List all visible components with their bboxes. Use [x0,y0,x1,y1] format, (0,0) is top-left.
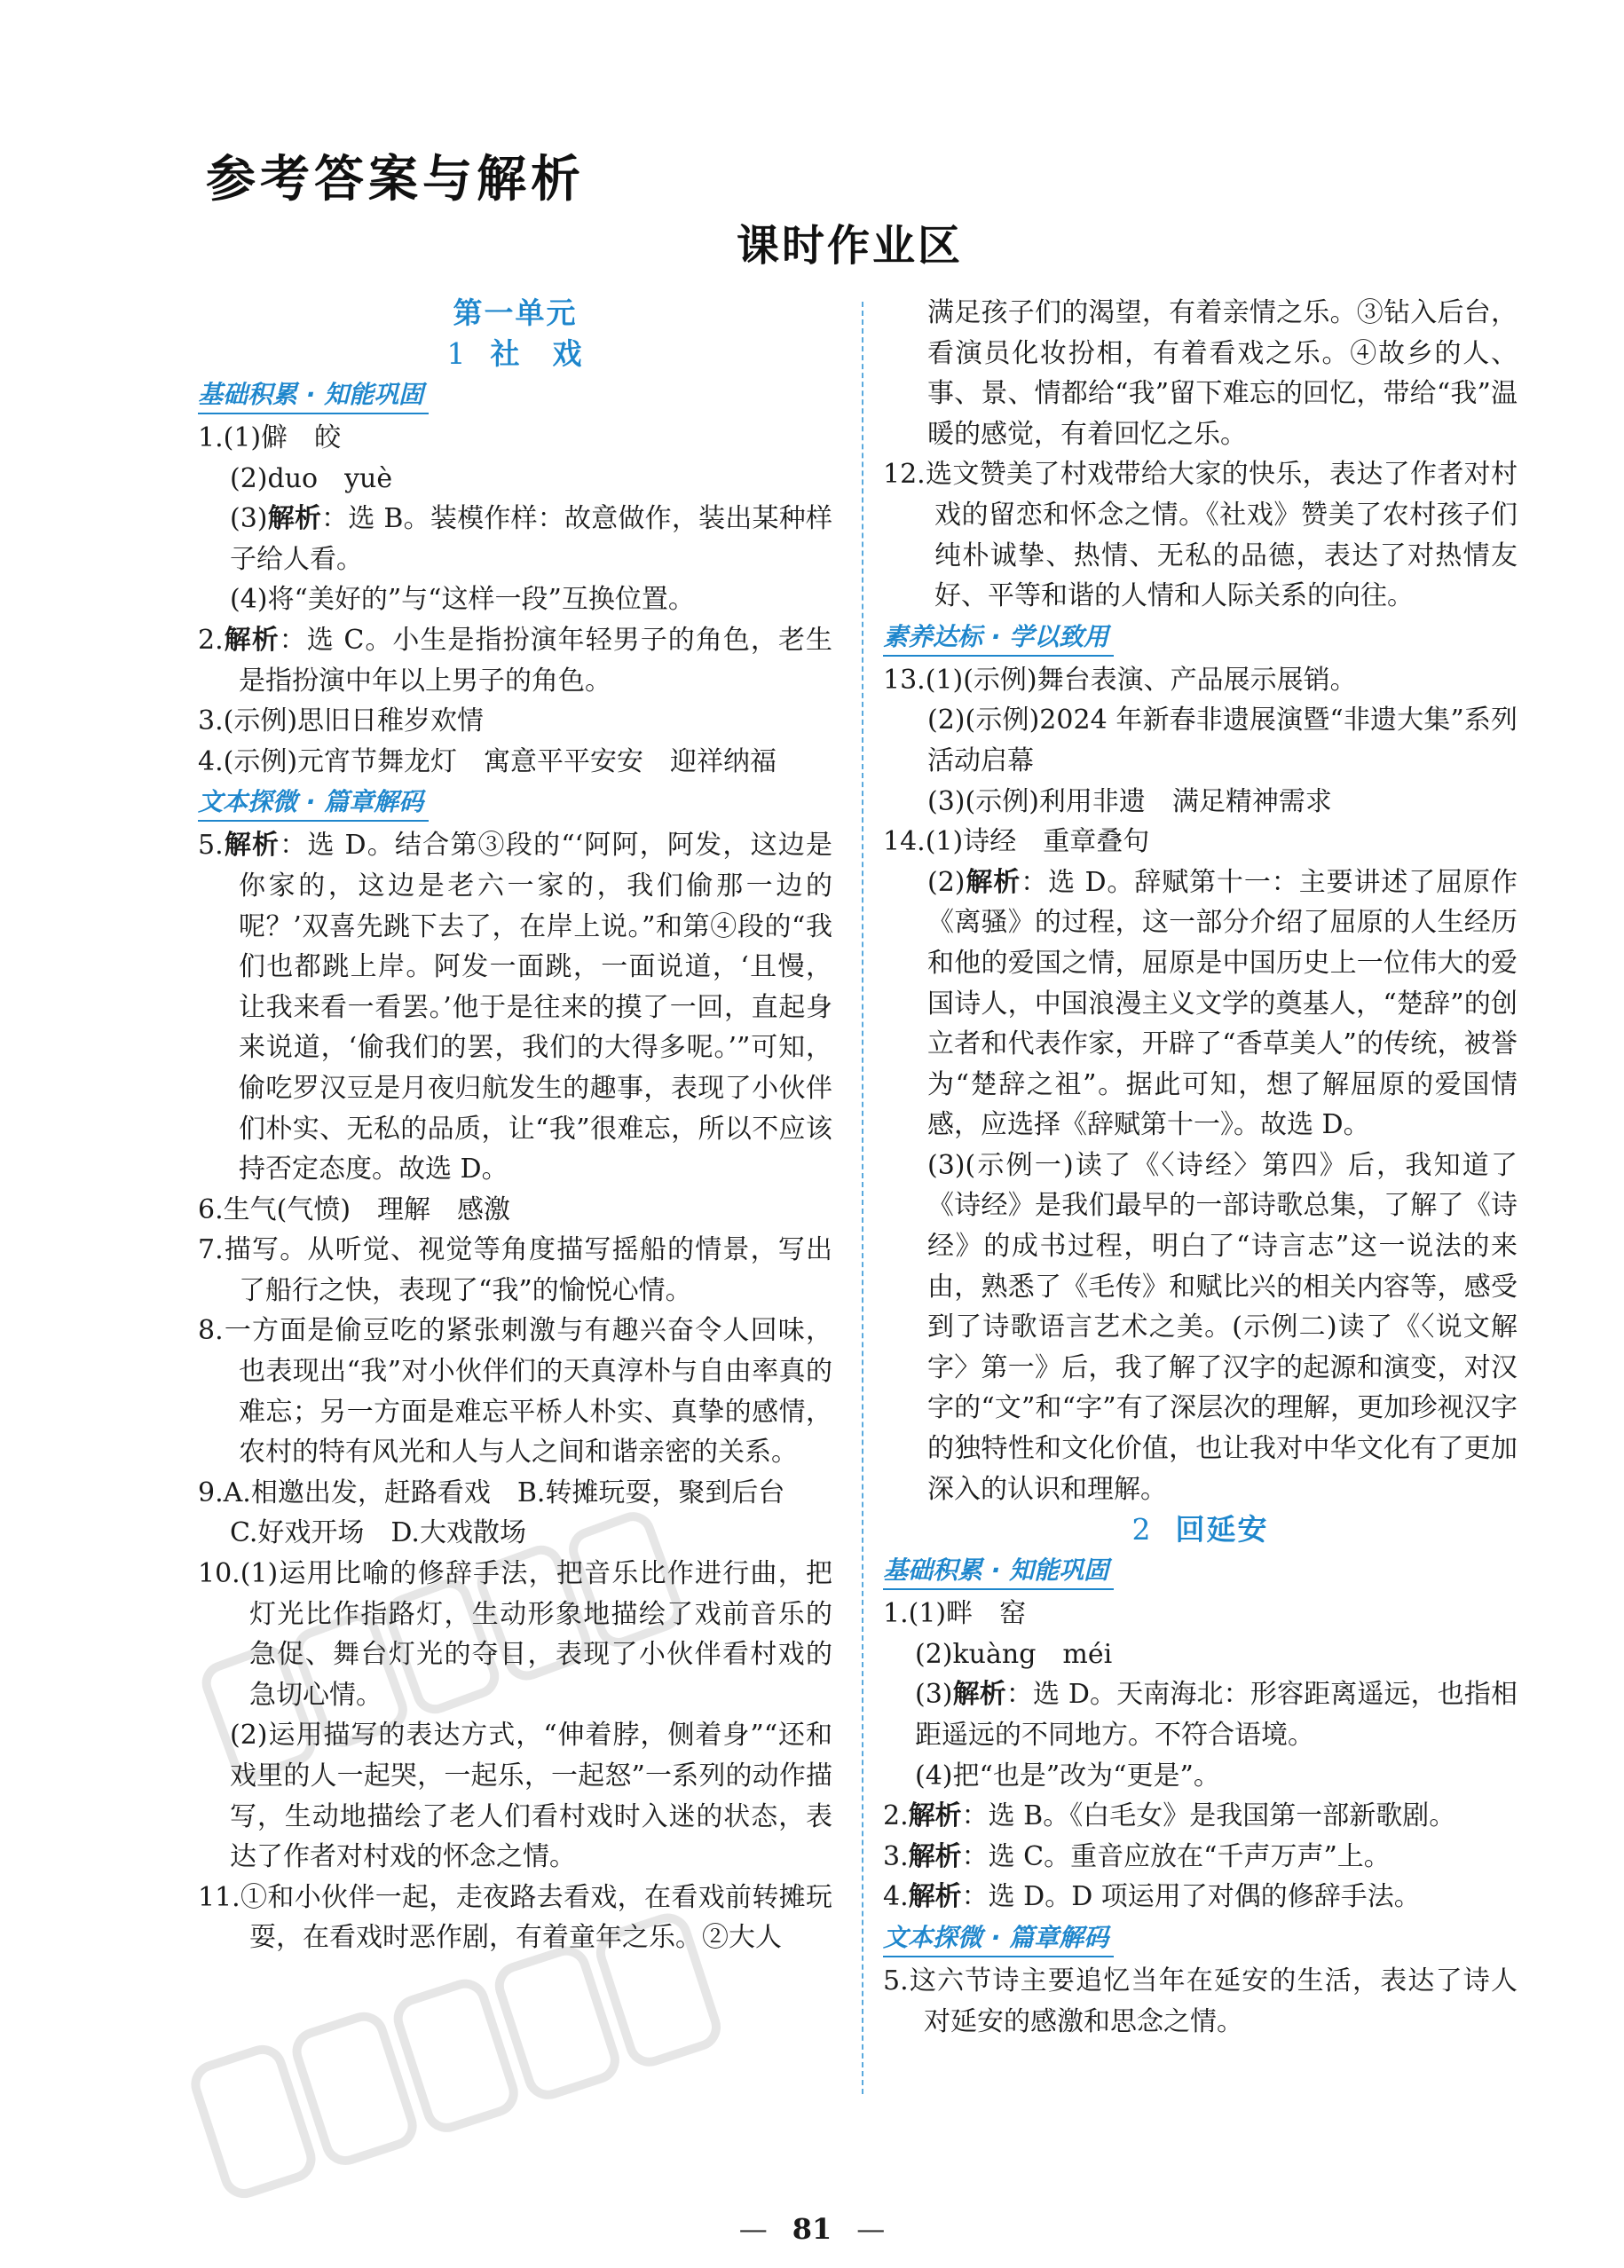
unit-heading: 第一单元 [453,295,578,330]
answer-subitem: (4)把“也是”改为“更是”。 [915,1760,1220,1792]
answer-item: 5.解析：选 D。结合第③段的“‘阿阿，阿发，这边是你家的，这边是老六一家的，我们偷那一边的呢？’双喜先跳下去了，在岸上说。”和第④段的“我们也都跳上岸。阿发一面跳，一面说道，‘且慢，让我来看一看罢。’他于是往来的摸了一回，直起身来说道，‘偷我们的罢，我们的大得多呢。’”可知，偷吃罗汉豆是月夜归航发生的趣事，表现了小伙伴们朴实、无私的品质，让“我”很难忘，所以不应该持否定态度。故选 D。 [198,830,832,1185]
answer-item: 6.生气(气愤) 理解 感激 [198,1193,511,1225]
analysis-tag: 解析 [908,1800,962,1832]
answer-item: 10.(1)运用比喻的修辞手法，把音乐比作进行曲，把灯光比作指路灯，生动形象地描绘了戏前音乐的急促、舞台灯光的夺目，表现了小伙伴看村戏的急切心情。 [198,1558,832,1711]
answer-item: 2.解析：选 C。小生是指扮演年轻男子的角色，老生是指扮演中年以上男子的角色。 [198,624,833,697]
answer-item: 8.一方面是偷豆吃的紧张刺激与有趣兴奋令人回味，也表现出“我”对小伙伴们的天真淳朴与自由率真的难忘；另一方面是难忘平桥人朴实、真挚的感情，农村的特有风光和人与人之间和谐亲密的关系。 [198,1315,832,1469]
answer-subitem: (4)将“美好的”与“这样一段”互换位置。 [230,584,695,616]
answer-subitem: (2)duo yuè [230,462,393,494]
analysis-tag: 解析 [267,503,322,535]
right-column [883,293,1518,2042]
analysis-tag: 解析 [908,1881,962,1913]
answer-item: 1.(1)僻 皎 [198,422,342,453]
lesson-number: 1 [446,336,468,371]
answer-item: 3.解析：选 C。重音应放在“千声万声”上。 [883,1840,1391,1872]
answer-item: 14.(1)诗经 重章叠句 [883,826,1150,858]
lesson-title: 社 戏 [490,336,584,371]
answer-subitem: (2)kuàng méi [915,1638,1113,1670]
answer-item: 2.解析：选 B。《白毛女》是我国第一部新歌剧。 [883,1800,1456,1832]
answer-item: 3.(示例)思旧日稚岁欢情 [198,705,485,737]
analysis-tag: 解析 [223,624,280,656]
analysis-tag: 解析 [908,1840,962,1872]
answer-item: 13.(1)(示例)舞台表演、产品展示展销。 [883,664,1357,696]
answer-subitem: (3)(示例)利用非遗 满足精神需求 [927,785,1332,817]
answer-subitem: (3)解析：选 B。装模作样：故意做作，装出某种样子给人看。 [230,503,832,575]
section-label: 基础积累 · 知能巩固 [198,377,429,414]
page-title: 参考答案与解析 [206,151,585,209]
lesson-heading [198,334,832,374]
answer-subitem: (3)(示例一)读了《〈诗经〉第四》后，我知道了《诗经》是我们最早的一部诗歌总集，了解了《诗经》的成书过程，明白了“诗言志”这一说法的来由，熟悉了《毛传》和赋比兴的相关内容等，感受到了诗歌语言艺术之美。(示例二)读了《〈说文解字〉第一》后，我了解了汉字的起源和演变，对汉字的“文”和“字”有了深层次的理解，更加珍视汉字的独特性和文化价值，也让我对中华文化有了更加深入的认识和理解。 [927,1149,1518,1505]
answer-subitem: (2)解析：选 D。辞赋第十一：主要讲述了屈原作《离骚》的过程，这一部分介绍了屈原的人生经历和他的爱国之情，屈原是中国历史上一位伟大的爱国诗人，中国浪漫主义文学的奠基人，“楚辞”的创立者和代表作家，开辟了“香草美人”的传统，被誉为“楚辞之祖”。据此可知，想了解屈原的爱国情感，应选择《辞赋第十一》。故选 D。 [927,866,1518,1141]
lesson-title: 回延安 [1175,1512,1269,1547]
answer-subitem: C.好戏开场 D.大戏散场 [230,1517,526,1549]
section-title: 课时作业区 [737,221,964,271]
analysis-tag: 解析 [965,866,1021,898]
answer-item: 5.这六节诗主要追忆当年在延安的生活，表达了诗人对延安的感激和思念之情。 [883,1965,1518,2037]
analysis-tag: 解析 [952,1679,1006,1711]
column-divider [862,302,863,2094]
analysis-tag: 解析 [223,830,280,862]
answer-continued: 满足孩子们的渴望，有着亲情之乐。③钻入后台，看演员化妆扮相，有着看戏之乐。④故乡的人、事、景、情都给“我”留下难忘的回忆，带给“我”温暖的感觉，有着回忆之乐。 [927,297,1518,450]
section-label: 文本探微 · 篇章解码 [198,784,429,822]
answer-item: 4.解析：选 D。D 项运用了对偶的修辞手法。 [883,1881,1421,1913]
page-number: — 81 — [738,2212,886,2246]
answer-subitem: (2)(示例)2024 年新春非遗展演暨“非遗大集”系列活动启幕 [927,705,1518,776]
answer-item: 1.(1)畔 窑 [883,1598,1027,1630]
answer-item: 12.选文赞美了村戏带给大家的快乐，表达了作者对村戏的留恋和怀念之情。《社戏》赞美了农村孩子们纯朴诚挚、热情、无私的品德，表达了对热情友好、平等和谐的人情和人际关系的向往。 [883,459,1518,612]
section-label: 素养达标 · 学以致用 [883,619,1114,657]
lesson-number: 2 [1131,1512,1153,1547]
lesson-heading [883,1509,1518,1550]
answer-subitem: (2)运用描写的表达方式，“伸着脖，侧着身”“还和戏里的人一起哭，一起乐，一起怒”一系列的动作描写，生动地描绘了老人们看村戏时入迷的状态，表达了作者对村戏的怀念之情。 [230,1720,832,1873]
answer-item: 11.①和小伙伴一起，走夜路去看戏，在看戏前转摊玩耍，在看戏时恶作剧，有着童年之乐。②大人 [198,1881,832,1954]
answer-item: 4.(示例)元宵节舞龙灯 寓意平平安安 迎祥纳福 [198,745,777,777]
answer-item: 9.A.相邀出发，赶路看戏 B.转摊玩耍，聚到后台 [198,1477,785,1508]
answer-subitem: (3)解析：选 D。天南海北：形容距离遥远，也指相距遥远的不同地方。不符合语境。 [915,1679,1518,1751]
answer-item: 7.描写。从听觉、视觉等角度描写摇船的情景，写出了船行之快，表现了“我”的愉悦心情。 [198,1234,832,1306]
left-column [198,293,832,1958]
section-label: 文本探微 · 篇章解码 [883,1920,1114,1957]
section-label: 基础积累 · 知能巩固 [883,1553,1114,1590]
